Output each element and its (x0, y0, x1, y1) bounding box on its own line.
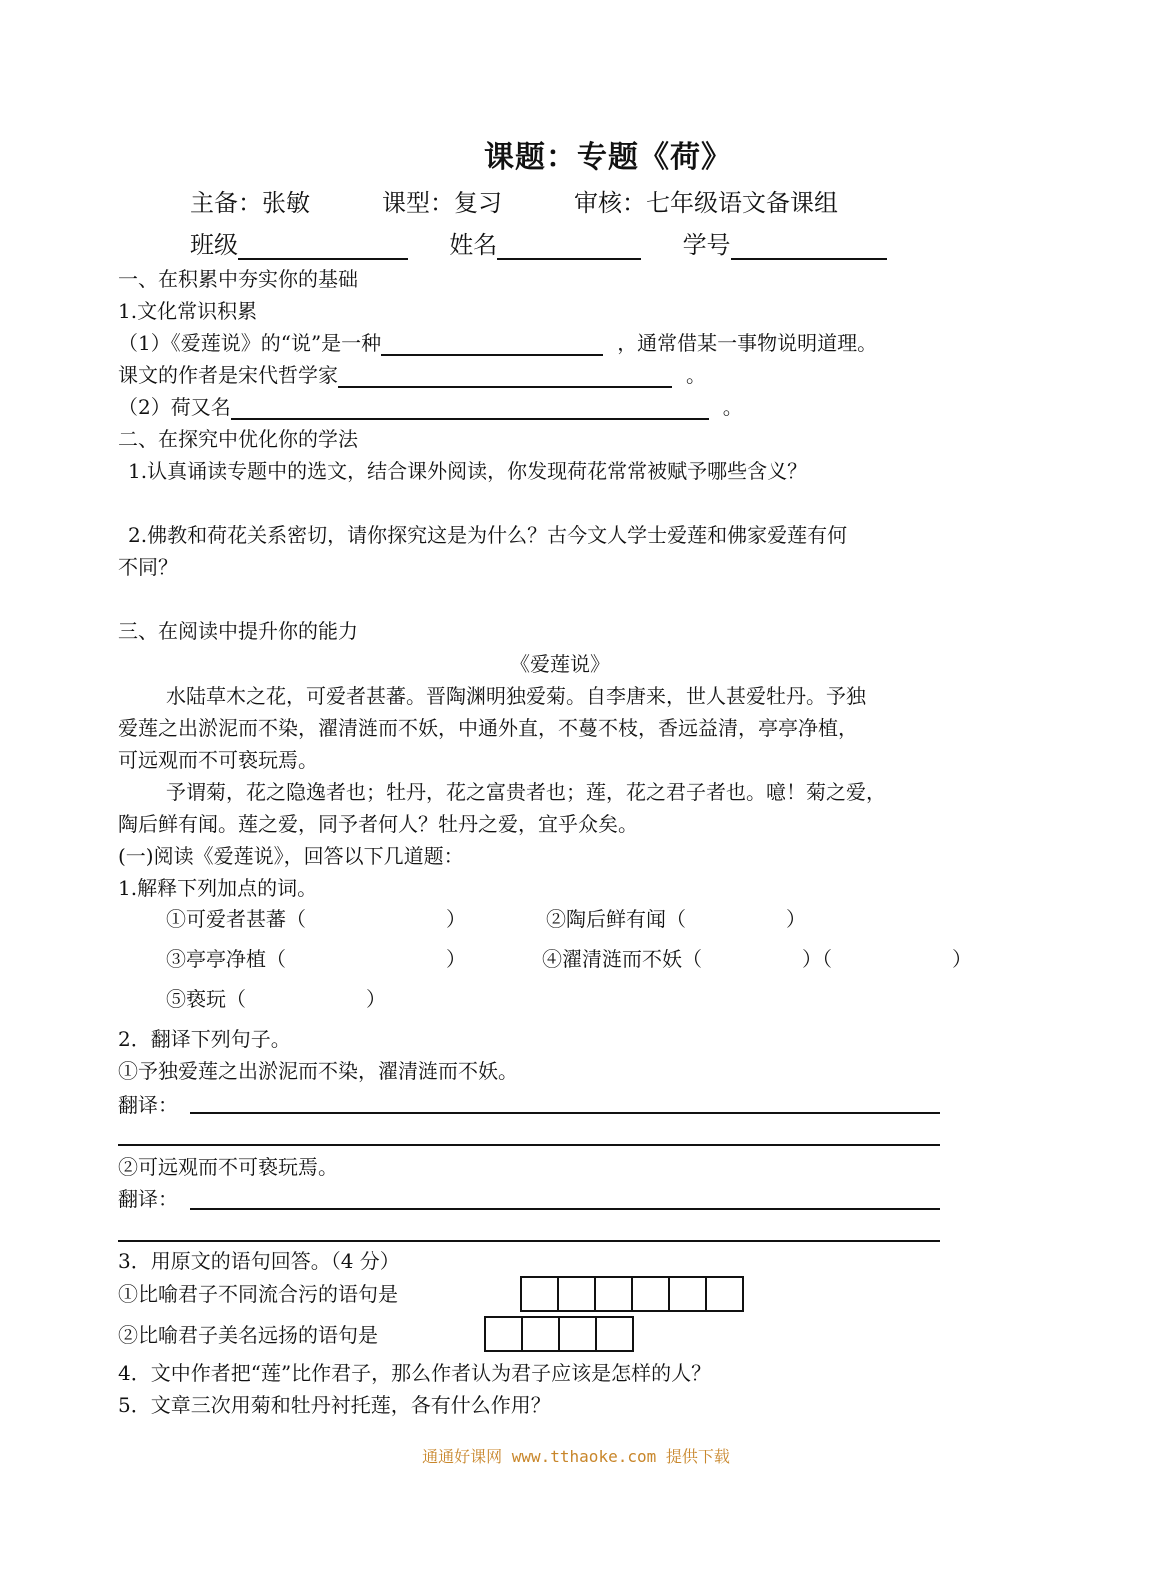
part3-heading: 三、在阅读中提升你的能力 (118, 619, 358, 643)
translate-label-1: 翻译： (118, 1093, 178, 1117)
answer-box[interactable] (484, 1316, 523, 1352)
part1-q1-line2 (118, 362, 706, 388)
part2-q2-line2: 不同？ (118, 555, 178, 579)
part2-heading: 二、在探究中优化你的学法 (118, 427, 358, 451)
answer-box[interactable] (520, 1276, 559, 1312)
name-label: 姓名 (449, 231, 498, 259)
q3-a-text: ①比喻君子不同流合污的语句是 (118, 1282, 398, 1306)
answer-line[interactable] (190, 1112, 940, 1114)
part1-sub: 1.文化常识积累 (118, 299, 258, 323)
q1-blank-1[interactable] (381, 330, 603, 356)
vocab-item-b[interactable]: ②陶后鲜有闻（ ） (546, 907, 806, 931)
footer-watermark: 通通好课网 www.tthaoke.com 提供下载 (422, 1447, 730, 1466)
q1-heading: 1.解释下列加点的词。 (118, 876, 318, 900)
vocab-item-a[interactable]: ①可爱者甚蕃（ ） (166, 907, 466, 931)
passage-line: 水陆草木之花，可爱者甚蕃。晋陶渊明独爱菊。自李唐来，世人甚爱牡丹。予独 (166, 684, 866, 708)
sentence-1: ①予独爱莲之出淤泥而不染，濯清涟而不妖。 (118, 1059, 518, 1083)
part2-q1: 1.认真诵读专题中的选文，结合课外阅读，你发现荷花常常被赋予哪些含义？ (128, 459, 808, 483)
sentence-2: ②可远观而不可亵玩焉。 (118, 1155, 338, 1179)
q5-text: 5．文章三次用菊和牡丹衬托莲，各有什么作用？ (118, 1393, 551, 1417)
answer-box[interactable] (705, 1276, 744, 1312)
answer-line[interactable] (118, 1144, 940, 1146)
answer-box[interactable] (595, 1316, 634, 1352)
answer-box[interactable] (558, 1316, 597, 1352)
part2-q2-line1: 2.佛教和荷花关系密切，请你探究这是为什么？古今文人学士爱莲和佛家爱莲有何 (128, 523, 848, 547)
class-label: 班级 (190, 231, 238, 259)
answer-box[interactable] (521, 1316, 560, 1352)
translate-label-2: 翻译： (118, 1187, 178, 1211)
passage-line: 可远观而不可亵玩焉。 (118, 748, 318, 772)
vocab-item-d[interactable]: ④濯清涟而不妖（ ）（ ） (542, 947, 972, 971)
answer-boxes-4[interactable] (486, 1316, 634, 1352)
q1-text-b: ，通常借某一事物说明道理。 (617, 331, 878, 355)
answer-line[interactable] (190, 1208, 940, 1210)
passage-title: 《爱莲说》 (510, 652, 610, 676)
passage-line: 予谓菊，花之隐逸者也；牡丹，花之富贵者也；莲，花之君子者也。噫！菊之爱， (166, 780, 886, 804)
answer-box[interactable] (631, 1276, 670, 1312)
part1-q1-line1 (118, 330, 877, 356)
part1-q2 (118, 394, 743, 420)
q3-heading: 3．用原文的语句回答。（4 分） (118, 1249, 400, 1273)
answer-line[interactable] (118, 1240, 940, 1242)
q1-text-c: 课文的作者是宋代哲学家 (118, 363, 338, 387)
reading-subheading: (一)阅读《爱莲说》，回答以下几道题： (118, 844, 464, 868)
vocab-item-e[interactable]: ⑤亵玩（ ） (166, 987, 386, 1011)
number-label: 学号 (682, 231, 731, 259)
answer-box[interactable] (668, 1276, 707, 1312)
header-meta: 主备：张敏 课型：复习 审核：七年级语文备课组 (190, 189, 838, 217)
q2-heading: 2．翻译下列句子。 (118, 1027, 291, 1051)
student-info (190, 230, 887, 260)
q1-blank-2[interactable] (338, 362, 672, 388)
q1-text-a: （1）《爱莲说》的“说”是一种 (118, 331, 382, 355)
passage-line: 爱莲之出淤泥而不染，濯清涟而不妖，中通外直，不蔓不枝，香远益清，亭亭净植， (118, 716, 858, 740)
period: 。 (686, 363, 706, 387)
q4-text: 4．文中作者把“莲”比作君子，那么作者认为君子应该是怎样的人？ (118, 1361, 712, 1385)
q2-text: （2）荷又名 (118, 395, 231, 419)
vocab-item-c[interactable]: ③亭亭净植（ ） (166, 947, 466, 971)
page-title: 课题：专题《荷》 (484, 140, 732, 175)
q3-b-text: ②比喻君子美名远扬的语句是 (118, 1323, 378, 1347)
number-field[interactable] (731, 234, 887, 260)
part1-heading: 一、在积累中夯实你的基础 (118, 267, 358, 291)
q2-blank[interactable] (231, 394, 709, 420)
answer-boxes-6[interactable] (522, 1276, 744, 1312)
name-field[interactable] (497, 234, 641, 260)
period: 。 (722, 395, 743, 419)
passage-line: 陶后鲜有闻。莲之爱，同予者何人？牡丹之爱，宜乎众矣。 (118, 812, 638, 836)
answer-box[interactable] (557, 1276, 596, 1312)
class-field[interactable] (238, 234, 408, 260)
answer-box[interactable] (594, 1276, 633, 1312)
